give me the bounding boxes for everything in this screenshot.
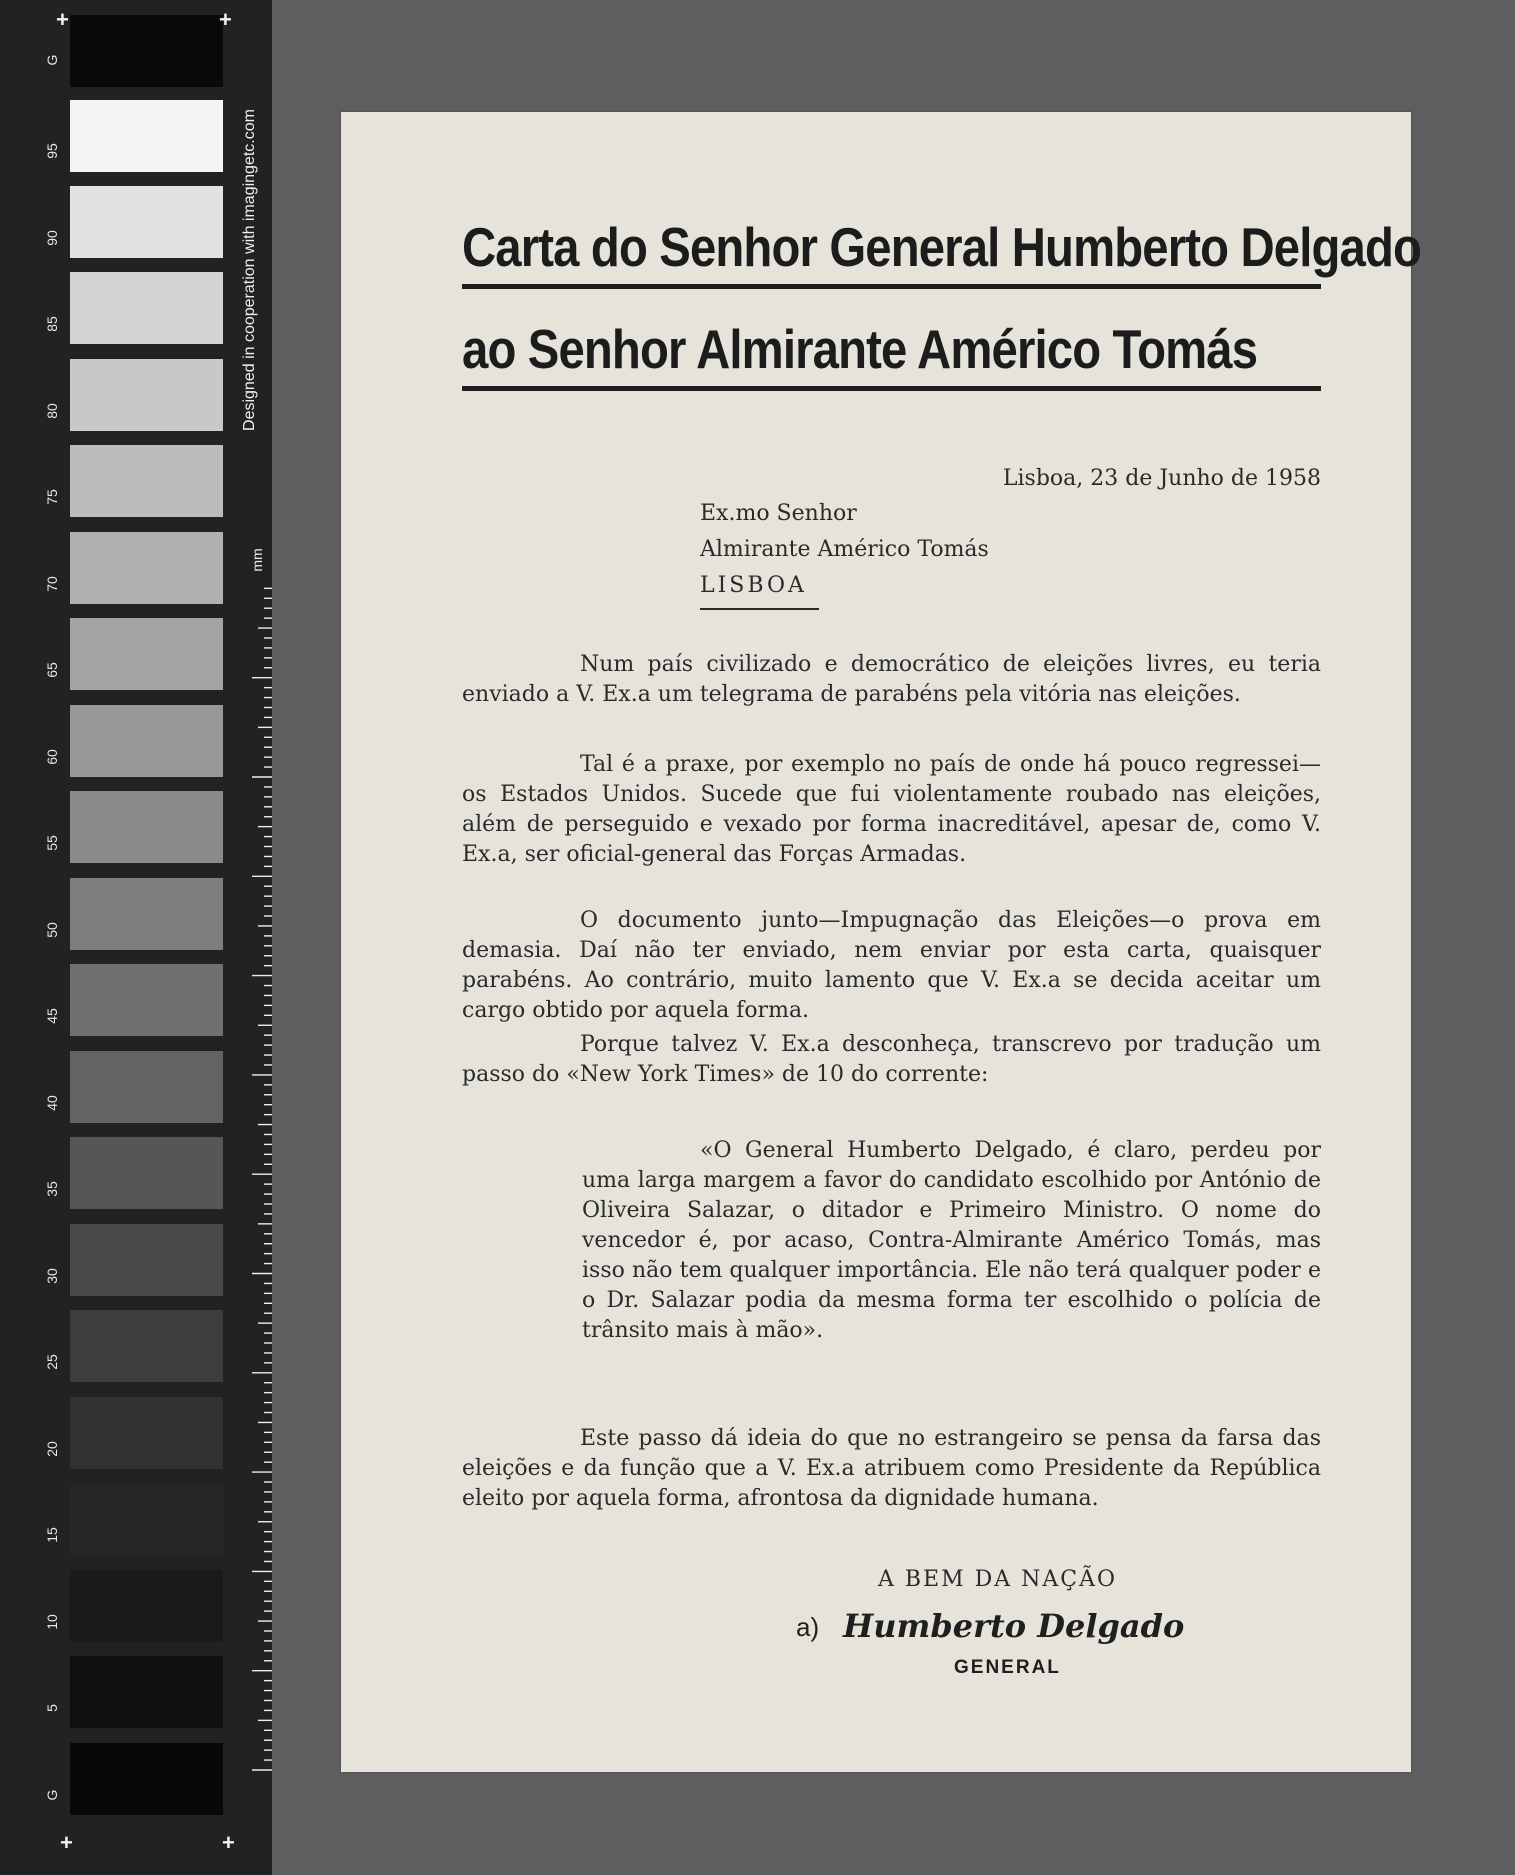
gray-patch xyxy=(70,100,223,172)
letter-title-line-1: Carta do Senhor General Humberto Delgado xyxy=(462,216,1422,278)
mm-ruler xyxy=(248,580,274,1775)
gray-patch xyxy=(70,359,223,431)
scale-number: 80 xyxy=(44,403,60,419)
closing-motto: A BEM DA NAÇÃO xyxy=(878,1567,1118,1592)
addressee-city: LISBOA xyxy=(700,573,807,598)
gray-patch xyxy=(70,1224,223,1296)
registration-mark: + xyxy=(56,7,69,32)
gray-patch xyxy=(70,1570,223,1642)
paragraph: Num país civilizado e democrático de eleições livres, eu teria enviado a V. Ex.a um telegrama de parabéns pela vitória nas eleições. xyxy=(462,652,1321,707)
gray-patch xyxy=(70,1137,223,1209)
gray-patch xyxy=(70,445,223,517)
signature-prefix: a) xyxy=(796,1612,820,1642)
gray-patch xyxy=(70,1310,223,1382)
paragraph: Tal é a praxe, por exemplo no país de onde há pouco regressei—os Estados Unidos. Sucede que fui violentamente roubado nas eleições, além de perseguido e vexado por forma inacreditável, apesar de, como V. Ex.a, ser oficial-general das Forças Armadas. xyxy=(462,752,1321,867)
scale-number: 40 xyxy=(44,1095,60,1111)
ruler-unit-label: mm xyxy=(249,548,265,572)
newspaper-quote: «O General Humberto Delgado, é claro, perdeu por uma larga margem a favor do candidato escolhido por António de Oliveira Salazar, o ditador e Primeiro Ministro. O nome do vencedor é, por acaso, Contra-Almirante Américo Tomás, mas isso não tem qualquer importância. Ele não terá qualquer poder e o Dr. Salazar podia da mesma forma ter escolhido o polícia de trânsito mais à mão». xyxy=(582,1138,1321,1343)
gray-patch xyxy=(70,1743,223,1815)
scale-number: 75 xyxy=(44,489,60,505)
scale-number: 55 xyxy=(44,835,60,851)
gray-patch xyxy=(70,618,223,690)
scale-number: 15 xyxy=(44,1527,60,1543)
gray-patch xyxy=(70,705,223,777)
gray-patch xyxy=(70,15,223,87)
calibration-strip: G 95 90 85 80 75 70 65 60 55 50 45 40 35 30 25 20 15 10 5 G + + + + Designed in cooperation with imagingetc.com mm xyxy=(0,0,272,1875)
closing-paragraph: Este passo dá ideia do que no estrangeiro se pensa da farsa das eleições e da função que a V. Ex.a atribuem como Presidente da República eleito por aquela forma, afrontosa da dignidade humana. xyxy=(462,1426,1321,1511)
letter-title-line-2: ao Senhor Almirante Américo Tomás xyxy=(462,318,1258,380)
gray-patch xyxy=(70,878,223,950)
addressee-salutation: Ex.mo Senhor xyxy=(700,501,857,526)
gray-patch xyxy=(70,1483,223,1555)
scale-number: 35 xyxy=(44,1181,60,1197)
scale-number: G xyxy=(44,1789,60,1801)
gray-patch xyxy=(70,1397,223,1469)
scale-number: 70 xyxy=(44,576,60,592)
scale-number: 85 xyxy=(44,316,60,332)
scale-number: 60 xyxy=(44,749,60,765)
gray-patch xyxy=(70,964,223,1036)
registration-mark: + xyxy=(219,7,232,32)
scale-number: 5 xyxy=(44,1704,60,1712)
scale-number: 10 xyxy=(44,1614,60,1630)
date-line: Lisboa, 23 de Junho de 1958 xyxy=(1002,466,1321,491)
gray-patch xyxy=(70,1051,223,1123)
paragraph: O documento junto—Impugnação das Eleições—o prova em demasia. Daí não ter enviado, nem enviar por esta carta, quaisquer parabéns. Ao contrário, muito lamento que V. Ex.a se decida aceitar um cargo obtido por aquela forma. xyxy=(462,908,1321,1023)
addressee-underline xyxy=(700,608,819,610)
gray-patch xyxy=(70,186,223,258)
scale-number: 30 xyxy=(44,1268,60,1284)
registration-mark: + xyxy=(222,1830,235,1855)
scale-number: 90 xyxy=(44,230,60,246)
scale-number: 25 xyxy=(44,1354,60,1370)
scale-number: 65 xyxy=(44,662,60,678)
addressee-name: Almirante Américo Tomás xyxy=(700,537,989,562)
scale-number: 45 xyxy=(44,1008,60,1024)
scale-number: G xyxy=(44,54,60,66)
scale-number: 95 xyxy=(44,143,60,159)
paragraph: Porque talvez V. Ex.a desconheça, transcrevo por tradução um passo do «New York Times» de 10 do corrente: xyxy=(462,1032,1321,1087)
title-rule xyxy=(462,386,1321,391)
scale-number: 20 xyxy=(44,1441,60,1457)
title-rule xyxy=(462,284,1321,289)
gray-patch xyxy=(70,791,223,863)
scale-number: 50 xyxy=(44,922,60,938)
signature-name: Humberto Delgado xyxy=(843,1607,1185,1645)
signature-rank: GENERAL xyxy=(954,1657,1061,1678)
gray-patch xyxy=(70,532,223,604)
registration-mark: + xyxy=(60,1830,73,1855)
letter-sheet xyxy=(341,112,1422,1772)
gray-patch xyxy=(70,1656,223,1728)
gray-patch xyxy=(70,272,223,344)
